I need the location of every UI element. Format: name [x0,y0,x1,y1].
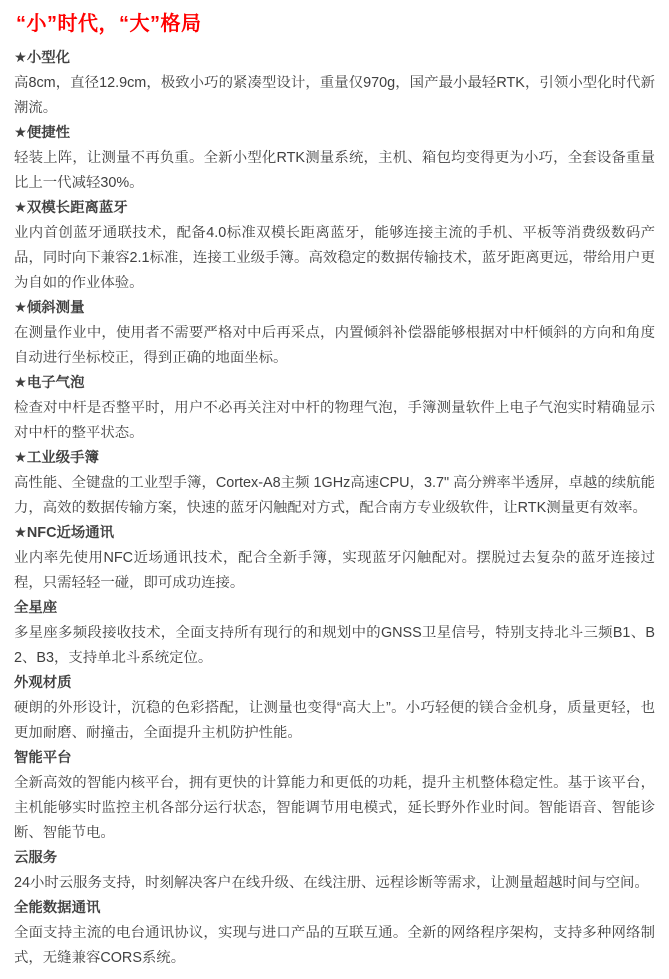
section-body: 业内首创蓝牙通联技术，配备4.0标准双模长距离蓝牙，能够连接主流的手机、平板等消费级数码产品，同时向下兼容2.1标准，连接工业级手簿。高效稳定的数据传输技术，蓝牙距离更远，带给用户更为自如的作业体验。 [14,225,655,291]
section-heading: ★工业级手簿 [14,450,99,466]
section-data-communication [14,896,655,971]
section-body: 24小时云服务支持，时刻解决客户在线升级、在线注册、远程诊断等需求，让测量超越时间与空间。 [14,875,649,891]
section-heading: ★小型化 [14,50,71,66]
section-body: 在测量作业中，使用者不需要严格对中后再采点，内置倾斜补偿器能够根据对中杆倾斜的方向和角度自动进行坐标校正，得到正确的地面坐标。 [14,325,655,366]
section-body: 硬朗的外形设计，沉稳的色彩搭配，让测量也变得“高大上”。小巧轻便的镁合金机身，质量更轻，也更加耐磨、耐撞击，全面提升主机防护性能。 [14,700,655,741]
section-electronic-bubble [14,371,655,446]
section-portability [14,121,655,196]
section-body: 多星座多频段接收技术，全面支持所有现行的和规划中的GNSS卫星信号，特别支持北斗三频B1、B2、B3，支持单北斗系统定位。 [14,625,655,666]
page-title: “小”时代，“大”格局 [16,13,202,35]
section-dual-mode-bluetooth [14,196,655,296]
section-heading: 外观材质 [14,675,72,691]
section-heading: ★倾斜测量 [14,300,85,316]
section-body: 高8cm，直径12.9cm，极致小巧的紧凑型设计，重量仅970g，国产最小最轻RTK，引领小型化时代新潮流。 [14,75,655,116]
section-heading: 智能平台 [14,750,72,766]
section-body: 全新高效的智能内核平台，拥有更快的计算能力和更低的功耗，提升主机整体稳定性。基于该平台，主机能够实时监控主机各部分运行状态，智能调节用电模式，延长野外作业时间。智能语音、智能诊断、智能节电。 [14,775,655,841]
section-heading: ★电子气泡 [14,375,85,391]
section-miniaturization [14,46,655,121]
section-body: 业内率先使用NFC近场通讯技术，配合全新手簿，实现蓝牙闪触配对。摆脱过去复杂的蓝牙连接过程，只需轻轻一碰，即可成功连接。 [14,550,655,591]
section-heading: ★NFC近场通讯 [14,525,115,541]
section-heading: ★双模长距离蓝牙 [14,200,128,216]
section-body: 全面支持主流的电台通讯协议，实现与进口产品的互联互通。全新的网络程序架构，支持多种网络制式，无缝兼容CORS系统。 [14,925,655,966]
section-heading: 全能数据通讯 [14,900,101,916]
section-heading: 云服务 [14,850,58,866]
section-body: 高性能、全键盘的工业型手簿，Cortex-A8主频 1GHz高速CPU，3.7" 高分辨率半透屏，卓越的续航能力，高效的数据传输方案，快速的蓝牙闪触配对方式，配合南方专业级软件，让RTK测量更有效率。 [14,475,655,516]
section-heading: ★便捷性 [14,125,71,141]
section-body: 检查对中杆是否整平时，用户不必再关注对中杆的物理气泡，手簿测量软件上电子气泡实时精确显示对中杆的整平状态。 [14,400,655,441]
section-tilt-survey [14,296,655,371]
section-heading: 全星座 [14,600,58,616]
section-nfc [14,521,655,596]
section-body: 轻装上阵，让测量不再负重。全新小型化RTK测量系统，主机、箱包均变得更为小巧，全套设备重量比上一代减轻30%。 [14,150,655,191]
section-smart-platform [14,746,655,846]
section-cloud-service [14,846,655,896]
section-full-constellation [14,596,655,671]
section-industrial-controller [14,446,655,521]
section-appearance-material [14,671,655,746]
